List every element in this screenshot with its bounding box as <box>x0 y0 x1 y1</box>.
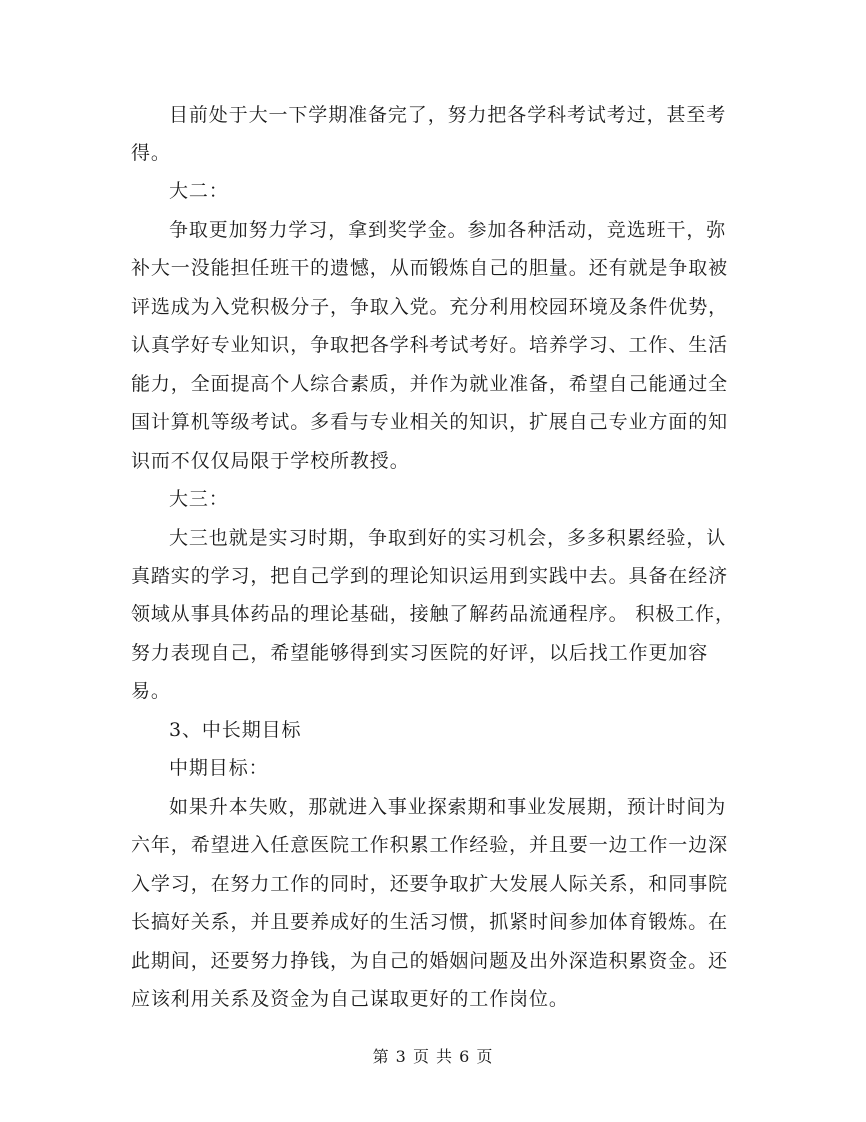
text-line: 真踏实的学习，把自己学到的理论知识运用到实践中去。具备在经济 <box>131 565 729 587</box>
text-line: 易。 <box>131 680 171 702</box>
text-line: 如果升本失败，那就进入事业探索期和事业发展期，预计时间为 <box>169 796 727 818</box>
text-line: 大三也就是实习时期，争取到好的实习机会，多多积累经验，认 <box>169 527 727 549</box>
text-line: 争取更加努力学习，拿到奖学金。参加各种活动，竞选班干，弥 <box>169 219 727 241</box>
text-line: 目前处于大一下学期准备完了，努力把各学科考试考过，甚至考 <box>169 104 727 126</box>
section-heading-year-two: 大二： <box>169 180 229 202</box>
text-line: 入学习，在努力工作的同时，还要争取扩大发展人际关系，和同事院 <box>131 873 729 895</box>
text-line: 努力表现自己，希望能够得到实习医院的好评，以后找工作更加容 <box>131 642 709 664</box>
text-line: 评选成为入党积极分子，争取入党。充分利用校园环境及条件优势， <box>131 296 729 318</box>
section-heading-year-three: 大三： <box>169 488 229 510</box>
text-line: 此期间，还要努力挣钱，为自己的婚姻问题及出外深造积累资金。还 <box>131 950 729 972</box>
text-line: 六年，希望进入任意医院工作积累工作经验，并且要一边工作一边深 <box>131 834 729 856</box>
text-line: 认真学好专业知识，争取把各学科考试考好。培养学习、工作、生活 <box>131 334 729 356</box>
text-line: 补大一没能担任班干的遗憾，从而锻炼自己的胆量。还有就是争取被 <box>131 257 729 279</box>
section-heading-long-term-goals: 3、中长期目标 <box>169 719 302 741</box>
text-line: 得。 <box>131 142 171 164</box>
text-line: 能力，全面提高个人综合素质，并作为就业准备，希望自己能通过全 <box>131 373 729 395</box>
page-number-footer: 第 3 页 共 6 页 <box>372 1047 494 1066</box>
text-line: 长搞好关系，并且要养成好的生活习惯，抓紧时间参加体育锻炼。在 <box>131 911 729 933</box>
text-line: 国计算机等级考试。多看与专业相关的知识，扩展自己专业方面的知 <box>131 411 729 433</box>
subheading-mid-term-goals: 中期目标： <box>169 757 269 779</box>
text-line: 领域从事具体药品的理论基础，接触了解药品流通程序。 积极工作， <box>131 603 735 625</box>
text-line: 识而不仅仅局限于学校所教授。 <box>131 450 410 472</box>
text-line: 应该利用关系及资金为自己谋取更好的工作岗位。 <box>131 988 569 1010</box>
